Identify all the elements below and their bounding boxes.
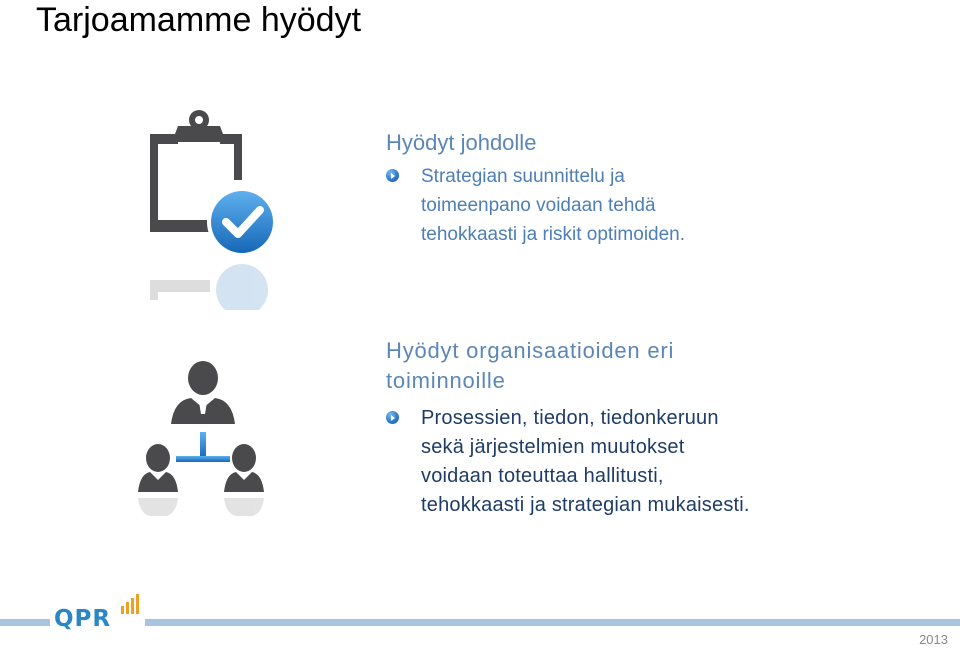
- clipboard-check-icon: [130, 100, 290, 310]
- bullet-line: Prosessien, tiedon, tiedonkeruun: [421, 407, 719, 429]
- bullet-line: tehokkaasti ja strategian mukaisesti.: [421, 494, 750, 516]
- org-chart-icon: [136, 356, 276, 536]
- bars-icon: [120, 594, 142, 614]
- bullet-line: tehokkaasti ja riskit optimoiden.: [421, 224, 686, 245]
- footer-year: 2013: [919, 632, 948, 647]
- section-management: [386, 128, 906, 249]
- list-item: [386, 162, 906, 249]
- bullet-line: voidaan toteuttaa hallitusti,: [421, 465, 664, 487]
- bullet-line: toimeenpano voidaan tehdä: [421, 195, 656, 216]
- bullet-line: sekä järjestelmien muutokset: [421, 436, 685, 458]
- bullet-line: Strategian suunnittelu ja: [421, 166, 625, 187]
- bullet-text: [421, 162, 685, 249]
- section-heading: Hyödyt johdolle: [386, 130, 537, 155]
- logo-text: QPR: [54, 606, 112, 632]
- section-organisation: [386, 336, 906, 520]
- qpr-logo: [50, 592, 145, 632]
- bullet-text: [421, 404, 750, 520]
- bullet-icon: [386, 169, 399, 182]
- list-item: [386, 404, 906, 520]
- page-title: Tarjoamamme hyödyt: [36, 1, 362, 39]
- section-heading: Hyödyt organisaatioiden eri toiminnoille: [386, 338, 675, 393]
- bullet-icon: [386, 411, 399, 424]
